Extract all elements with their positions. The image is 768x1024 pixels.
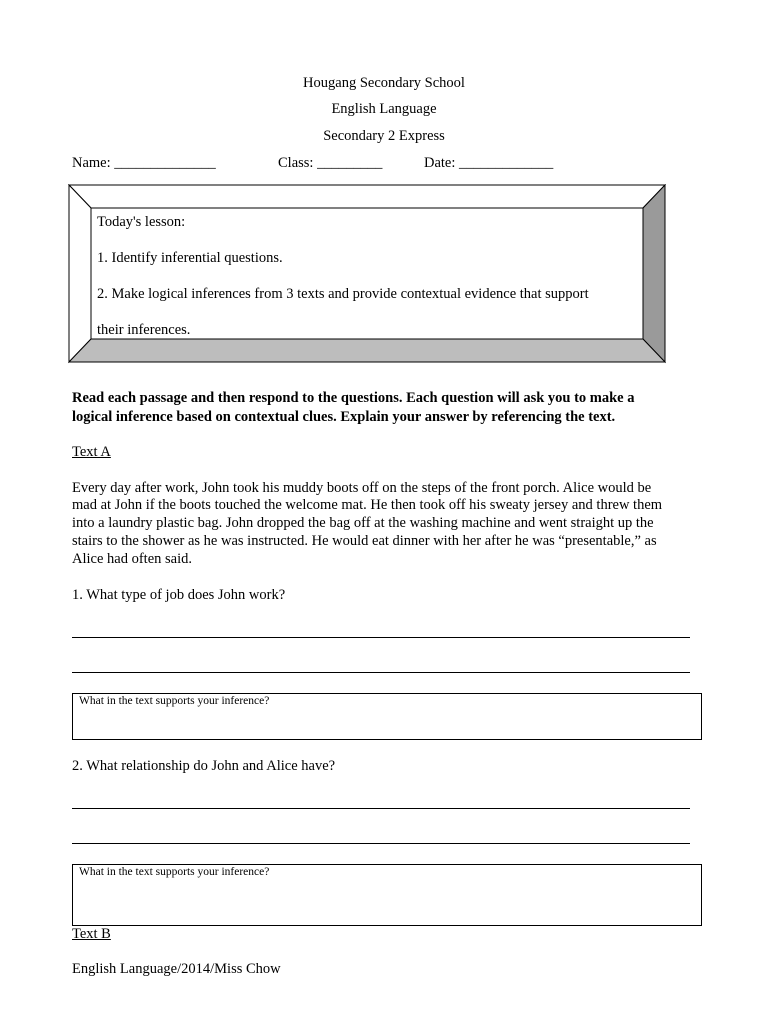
lesson-objective-2: 2. Make logical inferences from 3 texts and provide contextual evidence that support — [97, 286, 589, 302]
instructions-line-1: Read each passage and then respond to the questions. Each question will ask you to make a — [72, 390, 635, 406]
text-a-line-5: Alice had often said. — [72, 551, 192, 567]
question-1: 1. What type of job does John work? — [72, 587, 286, 603]
name-field[interactable]: Name: ______________ — [72, 155, 216, 171]
answer-line[interactable] — [72, 843, 690, 844]
question-2: 2. What relationship do John and Alice have? — [72, 758, 336, 774]
footer-text: English Language/2014/Miss Chow — [72, 961, 281, 977]
answer-line[interactable] — [72, 808, 690, 809]
text-b-heading: Text B — [72, 926, 111, 942]
level-title: Secondary 2 Express — [323, 128, 445, 144]
subject-title: English Language — [331, 101, 437, 117]
text-a-heading: Text A — [72, 444, 111, 460]
text-a-line-2: mad at John if the boots touched the welcome mat. He then took off his sweaty jersey and threw them — [72, 497, 663, 513]
lesson-title: Today's lesson: — [97, 214, 186, 230]
evidence-box-1[interactable] — [72, 693, 702, 740]
text-a-line-4: stairs to the shower as he was instructed. He would eat dinner with her after he was “presentable,” as — [72, 533, 657, 549]
text-a-line-3: into a laundry plastic bag. John dropped the bag off at the washing machine and went straight up the — [72, 515, 654, 531]
class-field[interactable]: Class: _________ — [278, 155, 383, 171]
answer-line[interactable] — [72, 672, 690, 673]
school-name: Hougang Secondary School — [303, 75, 465, 91]
evidence-prompt: What in the text supports your inference? — [79, 695, 270, 707]
lesson-objective-2-cont: their inferences. — [97, 322, 191, 338]
date-field[interactable]: Date: _____________ — [424, 155, 554, 171]
evidence-box-2[interactable] — [72, 864, 702, 926]
evidence-prompt: What in the text supports your inference? — [79, 866, 270, 878]
answer-line[interactable] — [72, 637, 690, 638]
instructions-line-2: logical inference based on contextual clues. Explain your answer by referencing the text. — [72, 409, 616, 425]
text-a-line-1: Every day after work, John took his muddy boots off on the steps of the front porch. Alice would be — [72, 480, 652, 496]
lesson-objective-1: 1. Identify inferential questions. — [97, 250, 283, 266]
